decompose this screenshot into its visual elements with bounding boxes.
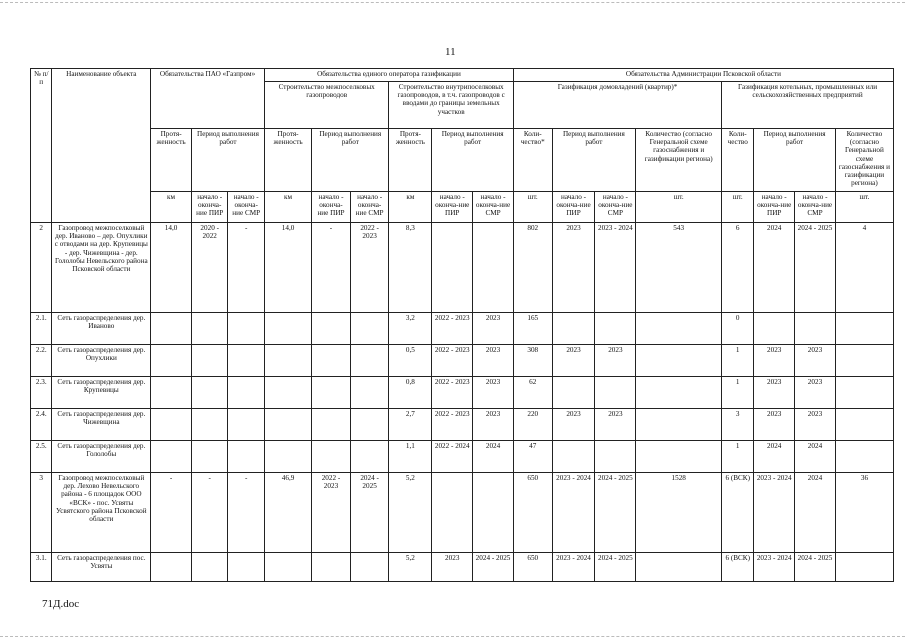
unit-sht: шт. <box>835 192 893 223</box>
header-op-intra: Строительство внутрипоселковых газопроводов, в т.ч. газопроводов с вводами до границы земельных участков <box>389 82 514 129</box>
table-cell: 0 <box>722 313 754 345</box>
unit-km: км <box>389 192 432 223</box>
header-row-4 <box>31 192 894 223</box>
table-cell <box>264 409 311 441</box>
table-cell <box>350 441 389 473</box>
header-length: Протя-женность <box>264 129 311 192</box>
object-name: Сеть газораспределения дер. Чижевщина <box>52 409 151 441</box>
table-cell <box>151 377 192 409</box>
table-cell <box>835 377 893 409</box>
table-cell: 0,8 <box>389 377 432 409</box>
object-name: Газопровод межпоселковый дер. Лехово Невельского района - 6 площадок ООО «ВСК» - пос. Усвяты Усвятского района Псковской области <box>52 473 151 553</box>
table-row <box>31 409 894 441</box>
unit-pir: начало - оконча-ние ПИР <box>312 192 351 223</box>
table-cell: 2023 <box>795 377 836 409</box>
table-cell: 2023 <box>754 345 795 377</box>
table-cell: 5,2 <box>389 553 432 582</box>
header-period: Период выполнения работ <box>432 129 514 192</box>
header-row-1 <box>31 69 894 82</box>
table-cell: 2023 <box>595 345 636 377</box>
unit-pir: начало - оконча-ние ПИР <box>754 192 795 223</box>
table-cell <box>264 313 311 345</box>
table-cell: 2020 - 2022 <box>191 223 227 313</box>
table-cell <box>264 377 311 409</box>
table-cell: 3 <box>722 409 754 441</box>
table-cell <box>191 553 227 582</box>
table-cell: 1528 <box>636 473 722 553</box>
table-cell: 8,3 <box>389 223 432 313</box>
table-cell <box>636 441 722 473</box>
header-row-3 <box>31 129 894 192</box>
table-cell <box>264 345 311 377</box>
table-cell <box>312 377 351 409</box>
table-cell: 2023 <box>473 345 514 377</box>
table-cell <box>835 313 893 345</box>
table-cell <box>191 313 227 345</box>
table-cell <box>350 377 389 409</box>
row-number: 3 <box>31 473 52 553</box>
table-cell <box>228 441 265 473</box>
table-cell: 1 <box>722 441 754 473</box>
table-cell <box>350 345 389 377</box>
table-cell: 47 <box>513 441 552 473</box>
header-admin: Обязательства Администрации Псковской области <box>513 69 893 82</box>
table-cell <box>754 313 795 345</box>
table-cell: 6 (ВСК) <box>722 553 754 582</box>
table-cell: 2023 <box>552 345 595 377</box>
header-num: № п/п <box>31 69 52 223</box>
table-cell <box>795 313 836 345</box>
unit-km: км <box>151 192 192 223</box>
table-cell <box>151 409 192 441</box>
table-cell: 2023 <box>473 377 514 409</box>
table-cell <box>473 223 514 313</box>
row-number: 3.1. <box>31 553 52 582</box>
table-cell <box>835 553 893 582</box>
table-cell: 2024 <box>795 441 836 473</box>
table-cell: 2023 <box>473 313 514 345</box>
table-cell <box>228 345 265 377</box>
table-cell: 1,1 <box>389 441 432 473</box>
table-cell: 46,9 <box>264 473 311 553</box>
table-cell: 2024 <box>795 473 836 553</box>
table-cell: 2023 - 2024 <box>595 223 636 313</box>
table-cell <box>151 553 192 582</box>
table-cell: 2024 - 2025 <box>473 553 514 582</box>
header-gazprom: Обязательства ПАО «Газпром» <box>151 69 265 129</box>
table-cell <box>312 553 351 582</box>
gasification-table <box>30 68 894 582</box>
table-cell: 2023 <box>473 409 514 441</box>
table-cell <box>312 409 351 441</box>
header-period: Период выполнения работ <box>312 129 389 192</box>
table-cell: 802 <box>513 223 552 313</box>
table-cell: 2024 <box>754 441 795 473</box>
object-name: Газопровод межпоселковый дер. Иваново – дер. Опухлики с отводами на дер. Крупевицы - дер. Чижевщина - дер. Гололобы Невельского района Псковской области <box>52 223 151 313</box>
table-cell: 543 <box>636 223 722 313</box>
object-name: Сеть газораспределения дер. Иваново <box>52 313 151 345</box>
table-cell <box>595 377 636 409</box>
table-row <box>31 553 894 582</box>
table-cell <box>473 473 514 553</box>
scan-edge-top <box>0 2 905 3</box>
table-cell: 62 <box>513 377 552 409</box>
header-qty-plan: Количество (согласно Генеральной схеме газоснабжения и газификации региона) <box>835 129 893 192</box>
table-cell <box>312 345 351 377</box>
table-cell <box>191 441 227 473</box>
table-cell <box>432 223 473 313</box>
table-cell: - <box>191 473 227 553</box>
table-cell: 2024 - 2025 <box>595 473 636 553</box>
row-number: 2.2. <box>31 345 52 377</box>
header-ad-home: Газификация домовладений (квартир)* <box>513 82 721 129</box>
table-cell: 2024 - 2025 <box>795 553 836 582</box>
table-cell: 14,0 <box>151 223 192 313</box>
table-row <box>31 345 894 377</box>
unit-smr: начало - оконча-ние СМР <box>473 192 514 223</box>
table-cell: 650 <box>513 553 552 582</box>
table-cell: 2023 <box>595 409 636 441</box>
unit-pir: начало - оконча-ние ПИР <box>191 192 227 223</box>
table-cell <box>228 409 265 441</box>
unit-sht: шт. <box>722 192 754 223</box>
object-name: Сеть газораспределения дер. Опухлики <box>52 345 151 377</box>
header-length: Протя-женность <box>389 129 432 192</box>
table-cell: 6 (ВСК) <box>722 473 754 553</box>
unit-pir: начало - оконча-ние ПИР <box>432 192 473 223</box>
table-cell <box>636 553 722 582</box>
table-cell: 2024 - 2025 <box>350 473 389 553</box>
table-cell: 2022 - 2023 <box>312 473 351 553</box>
table-cell: 2023 <box>795 409 836 441</box>
row-number: 2.5. <box>31 441 52 473</box>
table-cell: 2023 <box>552 409 595 441</box>
table-cell <box>228 377 265 409</box>
table-cell <box>350 409 389 441</box>
object-name: Сеть газораспределения дер. Крупевицы <box>52 377 151 409</box>
table-cell <box>228 553 265 582</box>
row-number: 2 <box>31 223 52 313</box>
table-cell <box>835 409 893 441</box>
table-row <box>31 313 894 345</box>
table-cell <box>636 409 722 441</box>
table-cell: 650 <box>513 473 552 553</box>
header-period: Период выполнения работ <box>552 129 636 192</box>
table-cell <box>552 313 595 345</box>
table-cell <box>350 553 389 582</box>
table-cell <box>191 345 227 377</box>
table-cell <box>636 377 722 409</box>
unit-sht: шт. <box>636 192 722 223</box>
table-cell <box>312 441 351 473</box>
table-cell: 2023 <box>754 409 795 441</box>
table-cell: - <box>151 473 192 553</box>
unit-sht: шт. <box>513 192 552 223</box>
header-qty-star: Коли-чество* <box>513 129 552 192</box>
table-cell: 2024 <box>754 223 795 313</box>
header-ad-boiler: Газификация котельных, промышленных или сельскохозяйственных предприятий <box>722 82 894 129</box>
header-op-inter: Строительство межпоселковых газопроводов <box>264 82 388 129</box>
unit-smr: начало - оконча-ние СМР <box>350 192 389 223</box>
row-number: 2.4. <box>31 409 52 441</box>
table-cell <box>552 441 595 473</box>
table-row <box>31 441 894 473</box>
table-cell: 220 <box>513 409 552 441</box>
table-cell: 36 <box>835 473 893 553</box>
table-cell <box>264 441 311 473</box>
table-cell: 2022 - 2023 <box>432 313 473 345</box>
table-cell: 2023 <box>795 345 836 377</box>
table-cell: 5,2 <box>389 473 432 553</box>
table-cell: 2023 - 2024 <box>754 553 795 582</box>
table-cell: 14,0 <box>264 223 311 313</box>
object-name: Сеть газораспределения пос. Усвяты <box>52 553 151 582</box>
table-cell <box>312 313 351 345</box>
table-cell: 4 <box>835 223 893 313</box>
table-cell <box>636 313 722 345</box>
header-name: Наименование объекта <box>52 69 151 223</box>
table-cell <box>595 441 636 473</box>
table-cell: 2023 <box>754 377 795 409</box>
header-qty: Коли-чество <box>722 129 754 192</box>
page-number: 11 <box>445 46 456 58</box>
table-cell: 308 <box>513 345 552 377</box>
table-cell <box>151 313 192 345</box>
table-cell: - <box>228 473 265 553</box>
table-cell: 3,2 <box>389 313 432 345</box>
table-cell <box>636 345 722 377</box>
table-cell: 0,5 <box>389 345 432 377</box>
table-cell: 2023 <box>552 223 595 313</box>
table-cell: 2023 - 2024 <box>754 473 795 553</box>
table-cell: 6 <box>722 223 754 313</box>
table-cell: 2024 <box>473 441 514 473</box>
table-cell: 165 <box>513 313 552 345</box>
table-cell: 2022 - 2023 <box>432 377 473 409</box>
table-row <box>31 377 894 409</box>
table-cell <box>835 441 893 473</box>
table-cell: 2024 - 2025 <box>595 553 636 582</box>
table-cell: - <box>228 223 265 313</box>
table-cell <box>151 441 192 473</box>
table-row <box>31 473 894 553</box>
table-cell: 2024 - 2025 <box>795 223 836 313</box>
table-cell <box>264 553 311 582</box>
header-operator: Обязательства единого оператора газификации <box>264 69 513 82</box>
table-cell: 1 <box>722 345 754 377</box>
header-qty-plan: Количество (согласно Генеральной схеме газоснабжения и газификации региона) <box>636 129 722 192</box>
table-cell: - <box>312 223 351 313</box>
unit-km: км <box>264 192 311 223</box>
table-cell: 2023 - 2024 <box>552 473 595 553</box>
table-row <box>31 223 894 313</box>
unit-smr: начало - оконча-ние СМР <box>595 192 636 223</box>
table-cell: 2023 <box>432 553 473 582</box>
table-cell: 2022 - 2023 <box>432 345 473 377</box>
table-cell <box>595 313 636 345</box>
unit-smr: начало - оконча-ние СМР <box>228 192 265 223</box>
table-cell <box>191 377 227 409</box>
object-name: Сеть газораспределения дер. Гололобы <box>52 441 151 473</box>
table-cell: 2,7 <box>389 409 432 441</box>
footer-filename: 71Д.doc <box>42 598 80 610</box>
header-period: Период выполнения работ <box>191 129 264 192</box>
table-cell: 2022 - 2023 <box>350 223 389 313</box>
header-period: Период выполнения работ <box>754 129 836 192</box>
table-cell <box>432 473 473 553</box>
table-cell <box>191 409 227 441</box>
table-cell <box>228 313 265 345</box>
table-cell <box>151 345 192 377</box>
row-number: 2.1. <box>31 313 52 345</box>
table-cell: 2023 - 2024 <box>552 553 595 582</box>
table-cell <box>552 377 595 409</box>
scan-edge-bottom <box>0 636 905 637</box>
unit-smr: начало - оконча-ние СМР <box>795 192 836 223</box>
table-cell <box>835 345 893 377</box>
table-cell: 1 <box>722 377 754 409</box>
table-cell: 2022 - 2024 <box>432 441 473 473</box>
table-cell: 2022 - 2023 <box>432 409 473 441</box>
table-cell <box>350 313 389 345</box>
header-length: Протя-женность <box>151 129 192 192</box>
unit-pir: начало - оконча-ние ПИР <box>552 192 595 223</box>
row-number: 2.3. <box>31 377 52 409</box>
